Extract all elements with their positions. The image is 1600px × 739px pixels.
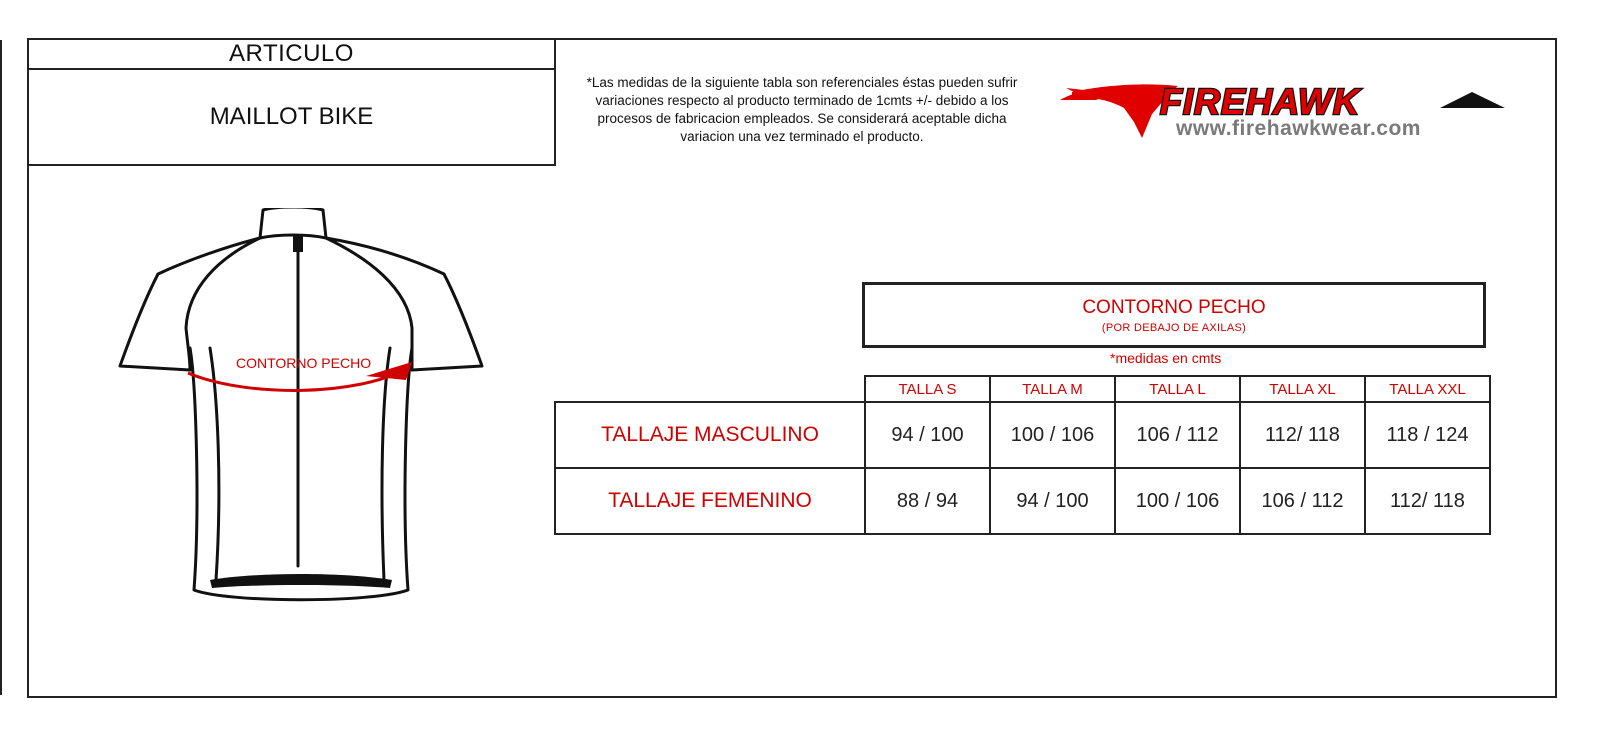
- table-cell: 106 / 112: [1240, 468, 1365, 534]
- table-cell: 94 / 100: [990, 468, 1115, 534]
- row-label-masculino: TALLAJE MASCULINO: [555, 402, 865, 468]
- table-cell: 94 / 100: [865, 402, 990, 468]
- row-label-femenino: TALLAJE FEMENINO: [555, 468, 865, 534]
- table-cell: 106 / 112: [1115, 402, 1240, 468]
- logo-wordmark: FIREHAWK: [1160, 81, 1360, 122]
- table-row: [555, 402, 1490, 468]
- measurement-title: CONTORNO PECHO: [1082, 297, 1266, 318]
- size-header: TALLA L: [1115, 376, 1240, 402]
- cycling-jersey-icon: [118, 208, 488, 618]
- size-header: TALLA M: [990, 376, 1115, 402]
- size-header-row: [555, 376, 1490, 402]
- table-row: [555, 468, 1490, 534]
- table-cell: 112/ 118: [1240, 402, 1365, 468]
- left-edge-rule: [0, 40, 2, 695]
- article-name: MAILLOT BIKE: [209, 103, 374, 130]
- measurement-title-box: [862, 282, 1486, 348]
- size-header: TALLA XXL: [1365, 376, 1490, 402]
- size-header: TALLA XL: [1240, 376, 1365, 402]
- units-note: *medidas en cmts: [1110, 350, 1222, 366]
- size-header: TALLA S: [865, 376, 990, 402]
- table-cell: 100 / 106: [1115, 468, 1240, 534]
- article-box: [27, 38, 556, 166]
- jersey-chest-label: CONTORNO PECHO: [236, 355, 372, 371]
- measurement-subtitle: (POR DEBAJO DE AXILAS): [1101, 322, 1247, 334]
- table-cell: 118 / 124: [1365, 402, 1490, 468]
- logo-url: www.firehawkwear.com: [1176, 117, 1421, 140]
- table-cell: 100 / 106: [990, 402, 1115, 468]
- size-table: [554, 375, 1491, 535]
- table-cell: 88 / 94: [865, 468, 990, 534]
- article-header: ARTICULO: [29, 40, 554, 70]
- disclaimer-text: *Las medidas de la siguiente tabla son referenciales éstas pueden sufrir variaciones respecto al producto terminado de 1cmts +/- debido a los procesos de fabricacion empleados. Se considerará aceptable dicha variacion una vez terminado el producto.: [586, 75, 1018, 144]
- table-cell: 112/ 118: [1365, 468, 1490, 534]
